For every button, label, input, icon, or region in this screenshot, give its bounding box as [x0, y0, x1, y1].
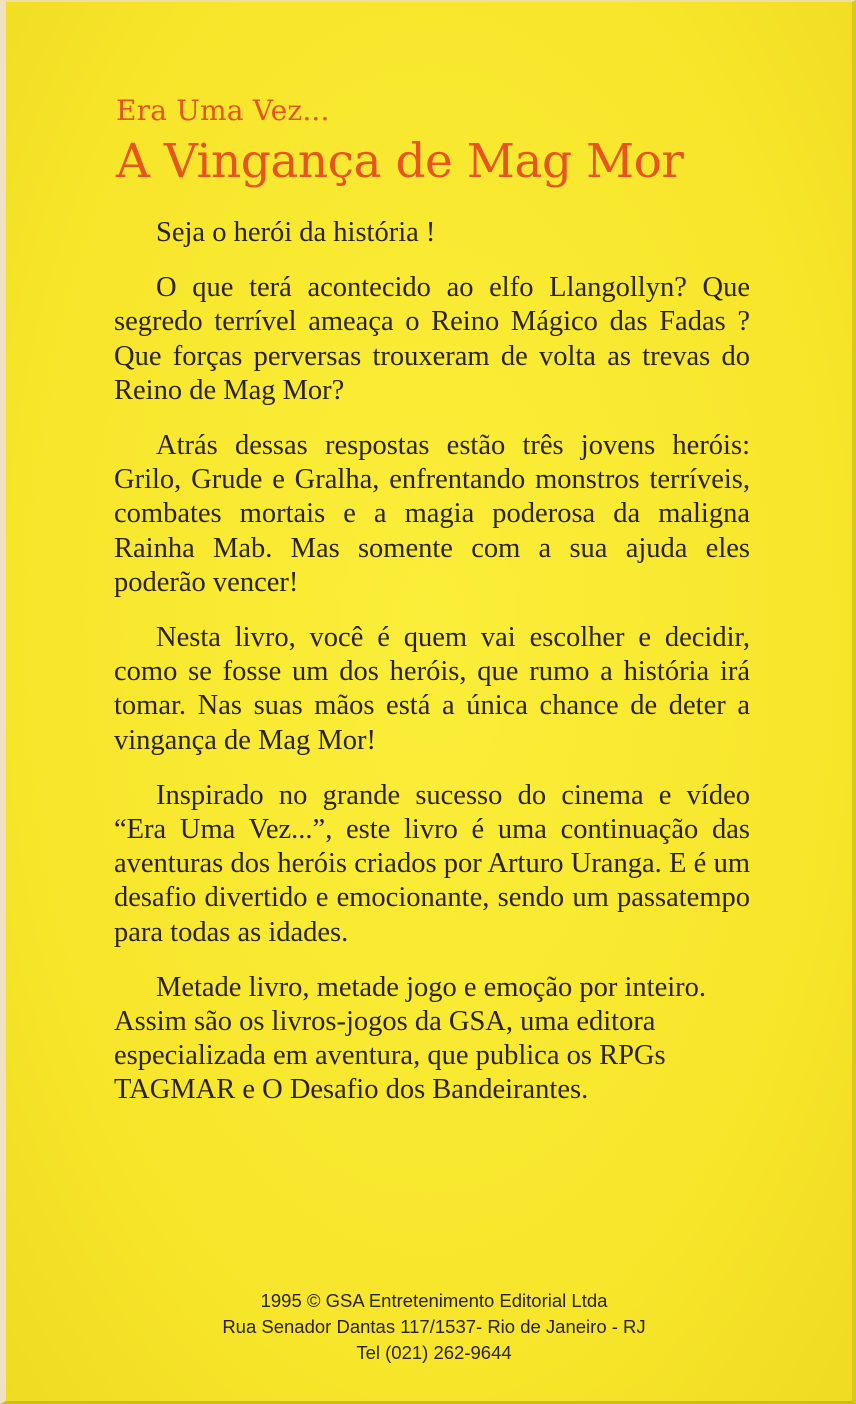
phone-line: Tel (021) 262-9644	[356, 1342, 512, 1363]
blurb-paragraph: Nesta livro, você é quem vai escolher e decidir, como se fosse um dos heróis, que rumo a história irá tomar. Nas suas mãos está a única chance de deter a vingança de Mag Mor!	[114, 622, 750, 756]
series-title: Era Uma Vez...	[116, 94, 330, 127]
publisher-imprint	[6, 1288, 856, 1366]
address-line: Rua Senador Dantas 117/1537- Rio de Janeiro - RJ	[222, 1316, 646, 1337]
book-title: A Vingança de Mag Mor	[116, 134, 684, 189]
blurb-paragraph: Seja o herói da história !	[156, 217, 436, 248]
blurb-paragraph: Inspirado no grande sucesso do cinema e vídeo “Era Uma Vez...”, este livro é uma continuação das aventuras dos heróis criados por Arturo Uranga. E é um desafio divertido e emocionante, sendo um passatempo para todas as idades.	[114, 779, 750, 948]
blurb-paragraph: Atrás dessas respostas estão três jovens heróis: Grilo, Grude e Gralha, enfrentando monstros terríveis, combates mortais e a magia poderosa da maligna Rainha Mab. Mas somente com a sua ajuda eles poderão vencer!	[114, 430, 750, 598]
blurb-paragraph: Metade livro, metade jogo e emoção por inteiro. Assim são os livros-jogos da GSA, uma editora especializada em aventura, que publica os RPGs TAGMAR e O Desafio dos Bandeirantes.	[114, 971, 707, 1106]
copyright-line: 1995 © GSA Entretenimento Editorial Ltda	[260, 1290, 608, 1311]
blurb	[114, 216, 750, 1129]
blurb-paragraph: O que terá acontecido ao elfo Llangollyn? Que segredo terrível ameaça o Reino Mágico das Fadas ? Que forças perversas trouxeram de volta as trevas do Reino de Mag Mor?	[114, 272, 750, 406]
